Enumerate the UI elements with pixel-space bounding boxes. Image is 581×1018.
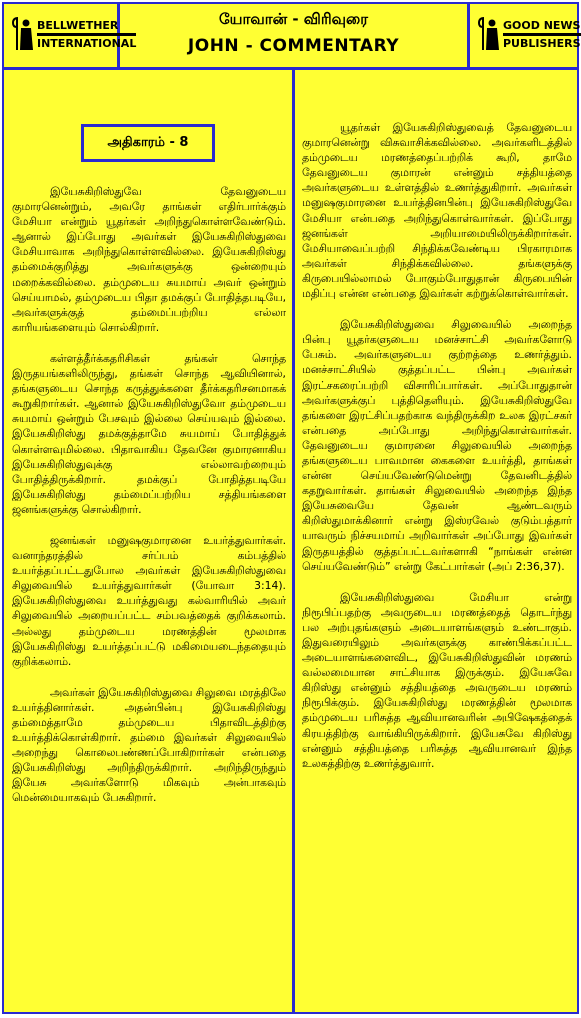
- chapter-label: அதிகாரம் - 8: [81, 124, 215, 162]
- paragraph: இயேசுகிறிஸ்துவே தேவனுடைய குமாரனென்றும், அவரே தாங்கள் எதிர்பார்க்கும் மேசியா என்றும் யூதர்கள் அறிந்துகொள்ளவேண்டும். ஆனால் இப்போது அவர்கள் இயேசுகிறிஸ்துவை மேசியாவாக அறிந்துகொள்ளவில்லை. இயேசுகிறிஸ்து தம்மைக்குறித்து அவர்களுக்கு ஒன்றையும் மறைக்கவில்லை. தம்முடைய சுயமாய் அவர் ஒன்றும் செய்யாமல், தம்முடைய பிதா தமக்குப் போதித்தபடியே, அவர்களுக்குத் தம்மைப்பற்றிய எல்லா காரியங்களையும் சொல்கிறார்.: [12, 185, 286, 334]
- title-tamil: யோவான் - விரிவுரை: [219, 10, 368, 28]
- right-logo-line2: PUBLISHERS: [503, 36, 581, 50]
- good-news-logo: [478, 16, 581, 52]
- paragraph: ஜனங்கள் மனுஷகுமாரனை உயர்த்துவார்கள். வனாந்தரத்தில் சர்ப்பம் கம்பத்தில் உயர்த்தப்பட்டதுபோல அவர்கள் இயேசுகிறிஸ்துவை சிலுவையில் உயர்த்துவார்கள் (யோவா 3:14). இயேசுகிறிஸ்துவை உயர்த்துவது கல்வாரியில் அவர் சிலுவையில் அறையப்பட்ட சம்பவத்தைக் குறிக்கலாம். அல்லது தம்முடைய மரணத்தின் மூலமாக இயேசுகிறிஸ்து உயர்த்தப்பட்டு மகிமையடைந்ததையும் குறிக்கலாம்.: [12, 533, 286, 668]
- right-logo-panel: [467, 4, 581, 67]
- left-logo-line2: INTERNATIONAL: [37, 36, 137, 50]
- shepherd-icon: [478, 16, 500, 52]
- header: [4, 4, 581, 70]
- paragraph: அவர்கள் இயேசுகிறிஸ்துவை சிலுவை மரத்திலே உயர்த்தினார்கள். அதன்பின்பு இயேசுகிறிஸ்து தம்மைத்தாமே தம்முடைய பிதாவிடத்திற்கு உயர்த்திக்கொள்கிறார். தம்மை இவர்கள் சிலுவையில் அறைந்து கொலைபண்ணப்போகிறார்கள் என்பதை இயேசுகிறிஸ்து அறிந்திருக்கிறார். அறிந்திருந்தும் இயேசு அவர்களோடு மிகவும் அன்பாகவும் மென்மையாகவும் பேசுகிறார்.: [12, 685, 286, 805]
- page: [2, 2, 579, 1014]
- left-logo-panel: [4, 4, 137, 67]
- bellwether-logo: [12, 16, 136, 52]
- right-logo-line1: GOOD NEWS: [503, 18, 581, 32]
- paragraph: இயேசுகிறிஸ்துவை சிலுவையில் அறைந்த பின்பு யூதர்களுடைய மனச்சாட்சி அவர்களோடு பேசும். அவர்களுடைய குற்றத்தை உணர்த்தும். மனச்சாட்சியில் குத்தப்பட்ட பின்பு அவர்கள் இரட்சகரைப்பற்றி விசாரிப்பார்கள். அப்போதுதான் அவர்களுக்குப் புத்திதெளியும். இயேசுகிறிஸ்துவே தங்களை இரட்சிப்பதற்காக வந்திருக்கிற உலக இரட்சகர் என்பதை அப்போது அறிந்துகொள்வார்கள். தேவனுடைய குமாரனை சிலுவையில் அறைந்த தங்களுடைய பாவமான கைகளை உயர்த்தி, தாங்கள் என்ன செய்யவேண்டுமென்று தேவனிடத்தில் கதறுவார்கள். தாங்கள் சிலுவையில் அறைந்த இந்த இயேசுவையே தேவன் ஆண்டவரும் கிறிஸ்துமாக்கினார் என்று இஸ்ரவேல் குடும்பத்தார் யாவரும் நிச்சயமாய் அறிவார்கள் அப்போது இவர்கள் இருதயத்தில் குத்தப்பட்டவர்களாகி “நாங்கள் என்ன செய்யவேண்டும்” என்று கேட்பார்கள் (அப் 2:36,37).: [302, 318, 572, 573]
- title-english: JOHN - COMMENTARY: [187, 36, 400, 56]
- left-logo-line1: BELLWETHER: [37, 18, 119, 32]
- paragraph: இயேசுகிறிஸ்துவை மேசியா என்று நிரூபிப்பதற்கு அவருடைய மரணத்தைத் தொடர்ந்து பல அற்புதங்களும் அடையாளங்களும் உண்டாகும். இதுவரையிலும் அவர்களுக்கு காண்பிக்கப்பட்ட அடையாளங்களைவிட, இயேசுகிறிஸ்துவின் மரணம் வல்லமையான சாட்சியாக இருக்கும். இயேசுவே கிறிஸ்து என்னும் சத்தியத்தை அவருடைய மரணம் நிரூபிக்கும். இயேசுகிறிஸ்து மரணத்தின் மூலமாக தம்முடைய பரிசுத்த ஆவியானவரின் அபிஷேகத்தைக் கிரயத்திற்கு வாங்கியிருக்கிறார். இயேசுவே கிறிஸ்து என்னும் சத்தியத்தை பரிசுத்த ஆவியானவர் இந்த உலகத்திற்கு உணர்த்துவார்.: [302, 590, 572, 770]
- column-divider: [292, 70, 295, 1012]
- shepherd-icon: [12, 16, 34, 52]
- header-title: [120, 4, 467, 67]
- left-column: [12, 70, 286, 1012]
- paragraph: யூதர்கள் இயேசுகிறிஸ்துவைத் தேவனுடைய குமாரனென்று விசுவாசிக்கவில்லை. அவர்களிடத்தில் தம்முடைய மரணத்தைப்பற்றிக் கூறி, தாமே தேவனுடைய குமாரன் என்னும் சத்தியத்தை அவர்களுடைய உள்ளத்தில் உணர்த்துகிறார். அவர்கள் மனுஷகுமாரனை உயர்த்தினபின்பு இயேசுகிறிஸ்துவே மேசியா என்பதை அறிந்துகொள்வார்கள். இப்போது ஜனங்கள் அறியாமையிலிருக்கிறார்கள். மேசியாவைப்பற்றி சிந்திக்கவேண்டிய பிரகாரமாக அவர்கள் சிந்திக்கவில்லை. தங்களுக்கு கிருபையில்லாமல் போகும்போதுதான் கிருபையின் மதிப்பு என்ன என்பதை இவர்கள் கற்றுக்கொள்வார்கள்.: [302, 121, 572, 301]
- paragraph: கள்ளத்தீர்க்கதரிசிகள் தங்கள் சொந்த இருதயங்களிலிருந்து, தங்கள் சொந்த ஆவியினால், தங்களுடைய சொந்த கருத்துக்களை தீர்க்கதரிசனமாகக் கூறுகிறார்கள். ஆனால் இயேசுகிறிஸ்துவோ தம்முடைய சுயமாய் ஒன்றும் பேசவும் இல்லை செய்யவும் இல்லை. இயேசுகிறிஸ்து தமக்குத்தாமே சுயமாய் போதித்துக் கொள்ளவுமில்லை. பிதாவாகிய தேவனே குமாரனாகிய இயேசுகிறிஸ்துவுக்கு எல்லாவற்றையும் போதித்திருக்கிறார். தமக்குப் போதித்தபடியே இயேசுகிறிஸ்து தம்மைப்பற்றிய சத்தியங்களை ஜனங்களுக்கு சொல்கிறார்.: [12, 351, 286, 516]
- right-column: [302, 70, 572, 1012]
